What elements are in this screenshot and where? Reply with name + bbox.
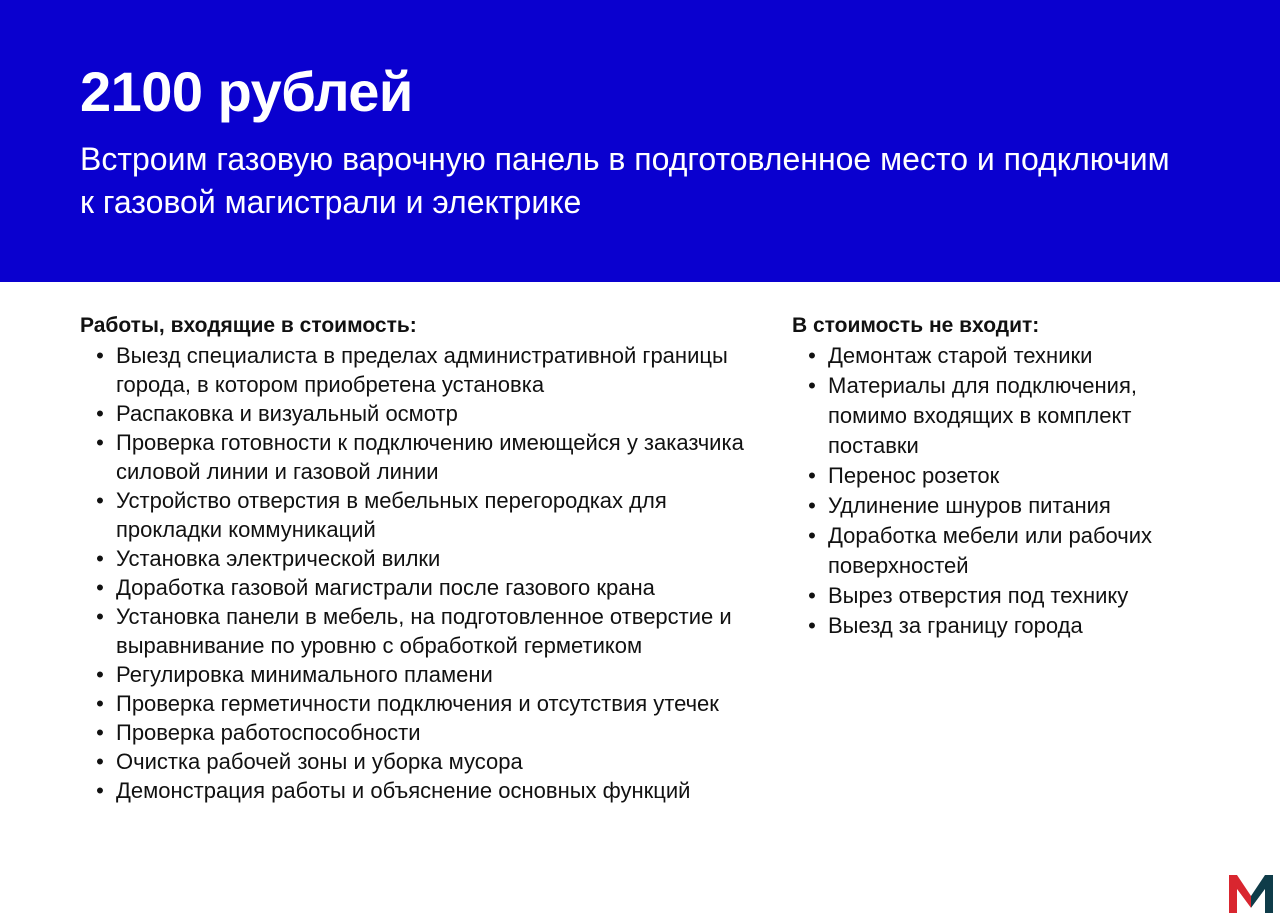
bullet-icon: • bbox=[96, 401, 104, 426]
service-description: Встроим газовую варочную панель в подготовленное место и подключим к газовой магистрали и электрике bbox=[80, 141, 1170, 220]
bullet-icon: • bbox=[96, 488, 104, 513]
excluded-work-text: Материалы для подключения, помимо входящих в комплект поставки bbox=[828, 373, 1137, 458]
bullet-icon: • bbox=[808, 343, 816, 368]
included-works-list bbox=[80, 341, 750, 805]
bullet-icon: • bbox=[96, 343, 104, 368]
included-work-text: Демонстрация работы и объяснение основных функций bbox=[116, 778, 691, 803]
excluded-works-list bbox=[792, 341, 1212, 641]
included-work-text: Очистка рабочей зоны и уборка мусора bbox=[116, 749, 523, 774]
excluded-works-section bbox=[792, 312, 1212, 641]
included-work-text: Проверка работоспособности bbox=[116, 720, 421, 745]
included-work-item bbox=[80, 776, 750, 805]
included-work-text: Устройство отверстия в мебельных перегородках для прокладки коммуникаций bbox=[116, 488, 667, 542]
included-work-text: Распаковка и визуальный осмотр bbox=[116, 401, 458, 426]
bullet-icon: • bbox=[96, 430, 104, 455]
bullet-icon: • bbox=[96, 662, 104, 687]
included-work-text: Установка панели в мебель, на подготовленное отверстие и выравнивание по уровню с обработкой герметиком bbox=[116, 604, 732, 658]
excluded-work-text: Выезд за границу города bbox=[828, 613, 1083, 638]
included-work-text: Установка электрической вилки bbox=[116, 546, 441, 571]
excluded-work-item bbox=[792, 581, 1212, 611]
bullet-icon: • bbox=[96, 575, 104, 600]
excluded-work-item bbox=[792, 521, 1212, 581]
included-work-item bbox=[80, 544, 750, 573]
excluded-work-text: Демонтаж старой техники bbox=[828, 343, 1093, 368]
excluded-work-text: Доработка мебели или рабочих поверхностей bbox=[828, 523, 1153, 578]
included-work-text: Доработка газовой магистрали после газового крана bbox=[116, 575, 655, 600]
excluded-work-item bbox=[792, 461, 1212, 491]
included-work-text: Регулировка минимального пламени bbox=[116, 662, 493, 687]
excluded-work-text: Перенос розеток bbox=[828, 463, 1000, 488]
included-work-item bbox=[80, 573, 750, 602]
bullet-icon: • bbox=[808, 373, 816, 398]
bullet-icon: • bbox=[96, 604, 104, 629]
price-title: 2100 рублей bbox=[80, 60, 413, 123]
bullet-icon: • bbox=[808, 523, 816, 548]
bullet-icon: • bbox=[808, 463, 816, 488]
included-work-item bbox=[80, 602, 750, 660]
excluded-work-item bbox=[792, 371, 1212, 461]
included-works-title: Работы, входящие в стоимость: bbox=[80, 314, 417, 337]
included-work-item bbox=[80, 747, 750, 776]
excluded-works-title: В стоимость не входит: bbox=[792, 314, 1040, 337]
excluded-work-item bbox=[792, 341, 1212, 371]
excluded-work-item bbox=[792, 491, 1212, 521]
included-work-item bbox=[80, 660, 750, 689]
price-banner bbox=[0, 0, 1280, 282]
bullet-icon: • bbox=[808, 583, 816, 608]
bullet-icon: • bbox=[96, 778, 104, 803]
bullet-icon: • bbox=[96, 691, 104, 716]
included-works-section bbox=[80, 312, 750, 805]
included-work-text: Выезд специалиста в пределах административной границы города, в котором приобретена установка bbox=[116, 343, 728, 397]
bullet-icon: • bbox=[808, 613, 816, 638]
excluded-work-text: Удлинение шнуров питания bbox=[828, 493, 1111, 518]
included-work-item bbox=[80, 486, 750, 544]
excluded-work-item bbox=[792, 611, 1212, 641]
bullet-icon: • bbox=[96, 749, 104, 774]
bullet-icon: • bbox=[96, 720, 104, 745]
excluded-work-text: Вырез отверстия под технику bbox=[828, 583, 1129, 608]
included-work-item bbox=[80, 341, 750, 399]
bullet-icon: • bbox=[96, 546, 104, 571]
included-work-item bbox=[80, 399, 750, 428]
included-work-text: Проверка готовности к подключению имеющейся у заказчика силовой линии и газовой линии bbox=[116, 430, 744, 484]
included-work-item bbox=[80, 428, 750, 486]
included-work-item bbox=[80, 718, 750, 747]
included-work-item bbox=[80, 689, 750, 718]
m-logo-icon bbox=[1226, 872, 1276, 916]
bullet-icon: • bbox=[808, 493, 816, 518]
included-work-text: Проверка герметичности подключения и отсутствия утечек bbox=[116, 691, 719, 716]
